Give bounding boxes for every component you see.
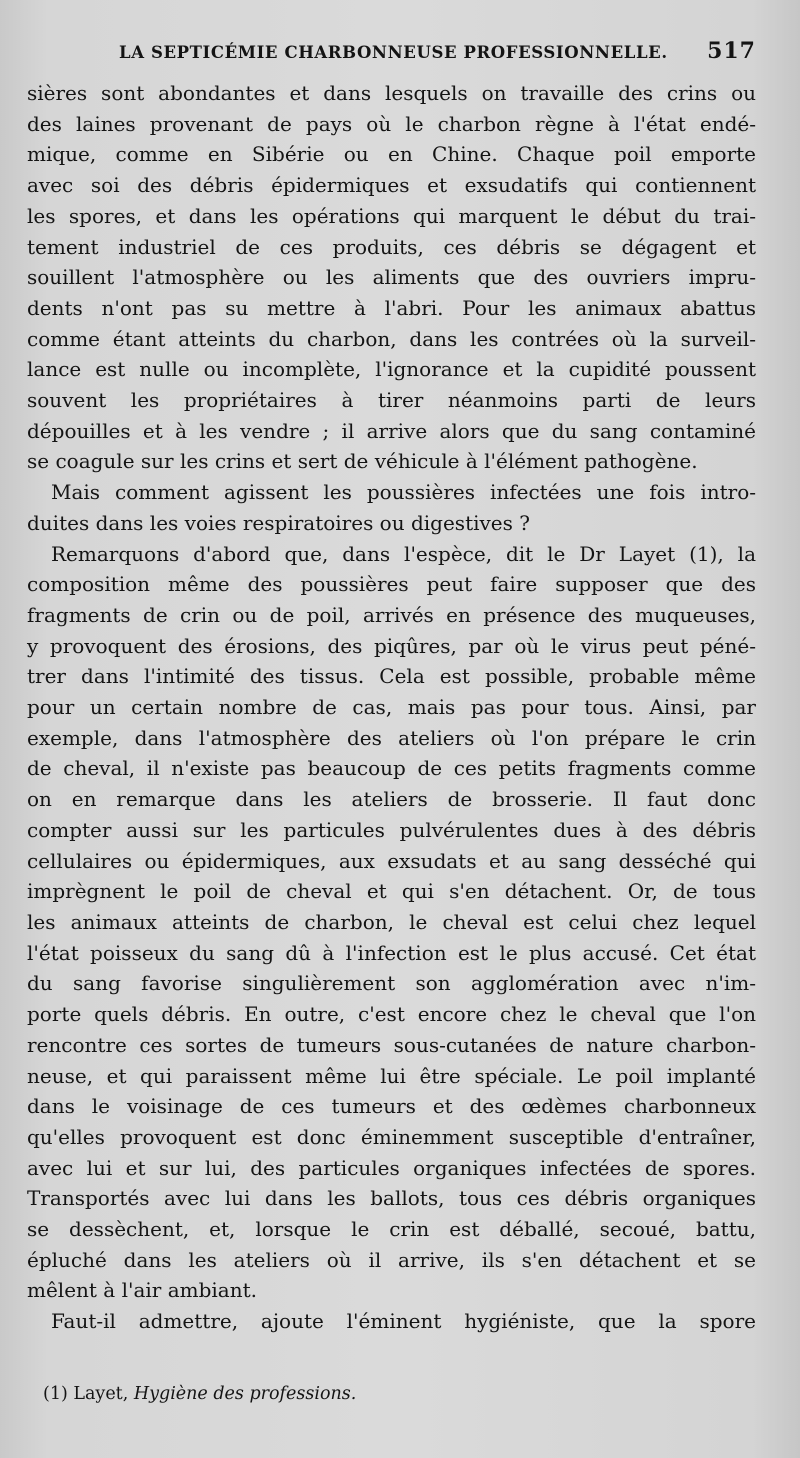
text-line: les animaux atteints de charbon, le cheval est celui chez lequel xyxy=(27,909,756,934)
text-line: dépouilles et à les vendre ; il arrive alors que du sang contaminé xyxy=(27,418,756,443)
text-line: Mais comment agissent les poussières infectées une fois intro- xyxy=(51,480,756,505)
running-header xyxy=(27,38,756,78)
text-line: avec lui et sur lui, des particules organiques infectées de spores. xyxy=(27,1155,756,1180)
text-line: imprègnent le poil de cheval et qui s'en détachent. Or, de tous xyxy=(27,879,756,904)
text-line: Remarquons d'abord que, dans l'espèce, dit le Dr Layet (1), la xyxy=(51,541,756,566)
text-line: souvent les propriétaires à tirer néanmoins parti de leurs xyxy=(27,388,756,413)
text-line: mique, comme en Sibérie ou en Chine. Chaque poil emporte xyxy=(27,142,756,167)
text-line: dents n'ont pas su mettre à l'abri. Pour les animaux abattus xyxy=(27,295,756,320)
text-line: tement industriel de ces produits, ces débris se dégagent et xyxy=(27,234,756,259)
text-line: se dessèchent, et, lorsque le crin est déballé, secoué, battu, xyxy=(27,1217,756,1242)
text-line: exemple, dans l'atmosphère des ateliers où l'on prépare le crin xyxy=(27,725,756,750)
footnote-author: Layet, xyxy=(73,1383,129,1404)
text-line: compter aussi sur les particules pulvérulentes dues à des débris xyxy=(27,817,756,842)
footnote-title: Hygiène des professions. xyxy=(133,1383,357,1404)
text-line: mêlent à l'air ambiant. xyxy=(27,1278,258,1303)
text-line: comme étant atteints du charbon, dans les contrées où la surveil- xyxy=(27,326,756,351)
text-line: sières sont abondantes et dans lesquels on travaille des crins ou xyxy=(27,81,756,105)
text-line: Transportés avec lui dans les ballots, tous ces débris organiques xyxy=(27,1186,756,1211)
text-line: trer dans l'intimité des tissus. Cela est possible, probable même xyxy=(27,664,756,689)
text-line: neuse, et qui paraissent même lui être spéciale. Le poil implanté xyxy=(27,1063,756,1088)
text-line: épluché dans les ateliers où il arrive, ils s'en détachent et se xyxy=(27,1247,756,1272)
running-title: LA SEPTICÉMIE CHARBONNEUSE PROFESSIONNELLE. xyxy=(119,43,668,62)
text-line: les spores, et dans les opérations qui marquent le début du trai- xyxy=(27,203,756,228)
footnote-marker: (1) xyxy=(43,1383,68,1404)
text-line: composition même des poussières peut faire supposer que des xyxy=(27,572,756,597)
text-line: avec soi des débris épidermiques et exsudatifs qui contiennent xyxy=(27,173,756,198)
text-line: souillent l'atmosphère ou les aliments que des ouvriers impru- xyxy=(27,265,756,290)
text-line: lance est nulle ou incomplète, l'ignorance et la cupidité poussent xyxy=(27,357,756,382)
text-line: qu'elles provoquent est donc éminemment susceptible d'entraîner, xyxy=(27,1124,756,1149)
page-number: 517 xyxy=(707,38,756,64)
footnote xyxy=(27,1384,756,1404)
text-line: y provoquent des érosions, des piqûres, par où le virus peut péné- xyxy=(27,633,756,658)
text-line: des laines provenant de pays où le charbon règne à l'état endé- xyxy=(27,111,756,136)
text-line: pour un certain nombre de cas, mais pas pour tous. Ainsi, par xyxy=(27,695,756,720)
text-line: se coagule sur les crins et sert de véhicule à l'élément pathogène. xyxy=(27,449,698,474)
text-line: duites dans les voies respiratoires ou digestives ? xyxy=(27,510,530,535)
text-line: l'état poisseux du sang dû à l'infection est le plus accusé. Cet état xyxy=(27,940,756,965)
text-line: on en remarque dans les ateliers de brosserie. Il faut donc xyxy=(27,787,756,812)
text-line: fragments de crin ou de poil, arrivés en présence des muqueuses, xyxy=(27,602,756,627)
text-line: cellulaires ou épidermiques, aux exsudats et au sang desséché qui xyxy=(27,848,756,873)
text-line: porte quels débris. En outre, c'est encore chez le cheval que l'on xyxy=(27,1002,756,1027)
text-line: du sang favorise singulièrement son agglomération avec n'im- xyxy=(27,971,756,996)
text-line: de cheval, il n'existe pas beaucoup de ces petits fragments comme xyxy=(27,756,756,781)
body-text xyxy=(27,78,756,1337)
text-line: Faut-il admettre, ajoute l'éminent hygiéniste, que la spore xyxy=(51,1309,756,1334)
text-line: dans le voisinage de ces tumeurs et des œdèmes charbonneux xyxy=(27,1094,756,1119)
text-line: rencontre ces sortes de tumeurs sous-cutanées de nature charbon- xyxy=(27,1032,756,1057)
